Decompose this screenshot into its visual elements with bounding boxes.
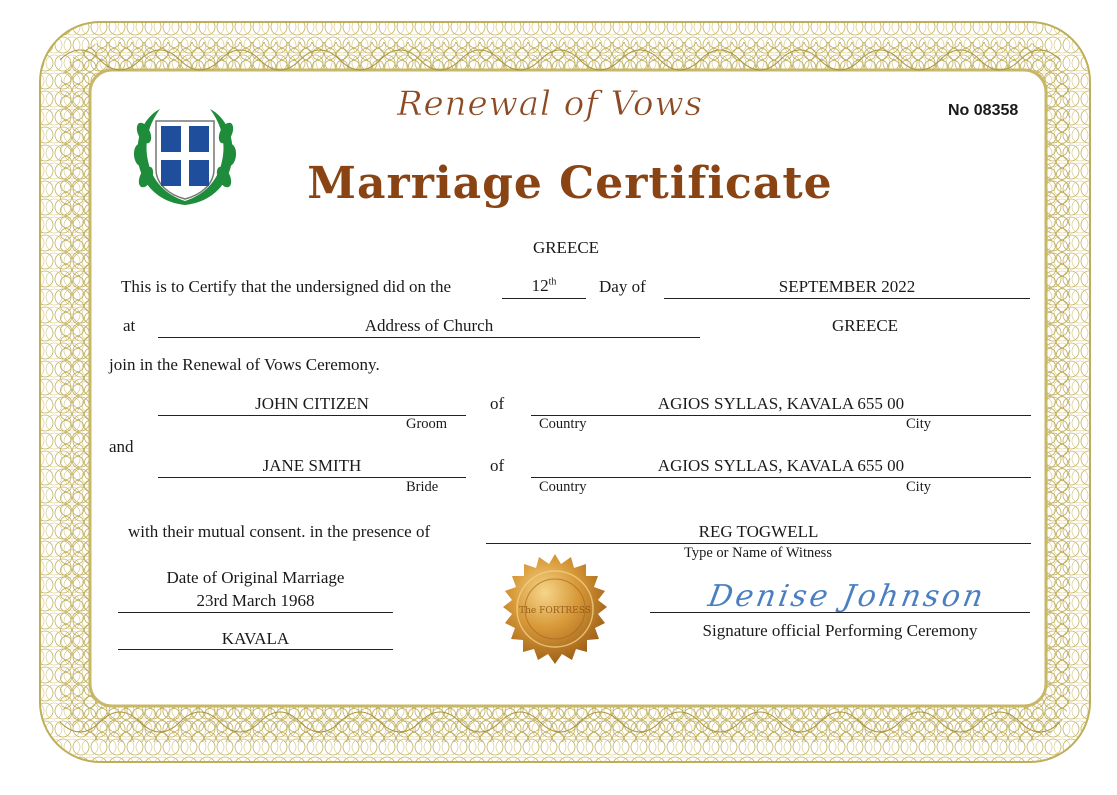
groom-location-line <box>531 415 1031 416</box>
bride-name-line <box>158 477 466 478</box>
witness-prefix: with their mutual consent. in the presence of <box>128 522 431 541</box>
day-line <box>502 298 586 299</box>
bride-location: AGIOS SYLLAS, KAVALA 655 00 <box>657 456 905 475</box>
certificate-subtitle: Renewal of Vows <box>396 84 704 124</box>
witness-label: Type or Name of Witness <box>684 545 832 561</box>
month-year: SEPTEMBER 2022 <box>778 277 916 296</box>
original-marriage-date-line <box>118 612 393 613</box>
bride-city-label: City <box>906 479 931 495</box>
groom-country-label: Country <box>539 416 587 432</box>
original-marriage-place-line <box>118 649 393 650</box>
witness-name: REG TOGWELL <box>698 522 819 541</box>
groom-of-label: of <box>490 394 505 413</box>
certify-text: This is to Certify that the undersigned did on the <box>121 277 452 296</box>
and-label: and <box>109 437 134 456</box>
bride-role-label: Bride <box>406 479 439 495</box>
church-address: Address of Church <box>364 316 494 335</box>
bride-name: JANE SMITH <box>262 456 362 475</box>
gold-seal-icon <box>492 552 618 678</box>
greek-coat-of-arms-icon <box>130 103 240 211</box>
day-of-label: Day of <box>599 277 646 296</box>
official-signature <box>705 572 985 616</box>
witness-line <box>486 543 1031 544</box>
official-signature-text: Denise Johnson <box>705 579 985 614</box>
certificate-number: No 08358 <box>948 102 1019 119</box>
official-label: Signature official Performing Ceremony <box>702 621 978 640</box>
bride-country-label: Country <box>539 479 587 495</box>
church-address-line <box>158 337 700 338</box>
groom-city-label: City <box>906 416 931 432</box>
church-country: GREECE <box>831 316 899 335</box>
original-marriage-place: KAVALA <box>221 629 290 648</box>
certificate-country: GREECE <box>532 238 600 257</box>
month-year-line <box>664 298 1030 299</box>
groom-name: JOHN CITIZEN <box>255 394 369 413</box>
ceremony-text: join in the Renewal of Vows Ceremony. <box>109 355 380 374</box>
official-signature-line <box>650 612 1030 613</box>
at-label: at <box>123 316 136 335</box>
groom-location: AGIOS SYLLAS, KAVALA 655 00 <box>657 394 905 413</box>
original-marriage-label: Date of Original Marriage <box>166 568 345 587</box>
bride-of-label: of <box>490 456 505 475</box>
groom-role-label: Groom <box>406 416 448 432</box>
bride-location-line <box>531 477 1031 478</box>
day-number: 12th <box>531 276 557 295</box>
certificate-title: Marriage Certificate <box>307 158 833 209</box>
seal-inner-text: The FORTRESS <box>519 606 591 616</box>
original-marriage-date: 23rd March 1968 <box>196 591 315 610</box>
